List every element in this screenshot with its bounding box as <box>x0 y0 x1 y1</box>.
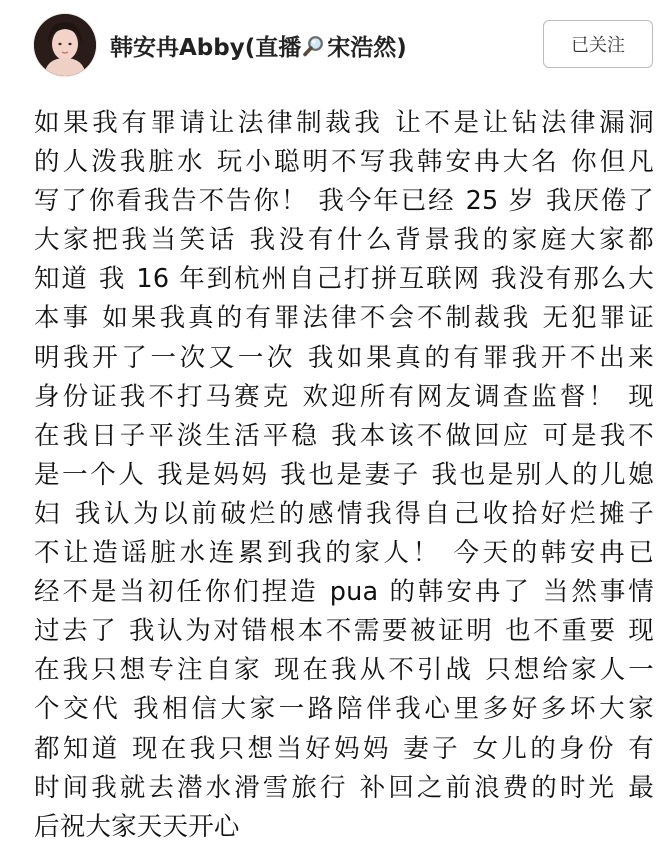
post-line: 明我开了一次又一次 我如果真的有罪我开不出来 <box>34 342 654 373</box>
post-header <box>0 0 671 95</box>
post-line: 是一个人 我是妈妈 我也是妻子 我也是别人的儿媳 <box>34 459 654 490</box>
post-line: 都知道 现在我只想当好妈妈 妻子 女儿的身份 有 <box>34 733 654 764</box>
post-line: 个交代 我相信大家一路陪伴我心里多好多坏大家 <box>34 694 654 725</box>
post-line: 身份证我不打马赛克 欢迎所有网友调查监督！ 现 <box>34 381 654 412</box>
post-line: 大家把我当笑话 我没有什么背景我的家庭大家都 <box>34 225 654 256</box>
username[interactable] <box>110 29 407 62</box>
post-line: 写了你看我告不告你！ 我今年已经 25 岁 我厌倦了 <box>34 186 654 217</box>
avatar-image <box>34 14 96 76</box>
post-line: 在我只想专注自家 现在我从不引战 只想给家人一 <box>34 655 654 686</box>
post-line: 后祝大家天天开心 <box>34 811 240 842</box>
post-line: 的人泼我脏水 玩小聪明不写我韩安冉大名 你但凡 <box>34 147 654 178</box>
avatar[interactable] <box>34 14 96 76</box>
post-line: 时间我就去潜水滑雪旅行 补回之前浪费的时光 最 <box>34 772 654 803</box>
post-line: 经不是当初任你们捏造 pua 的韩安冉了 当然事情 <box>34 577 654 608</box>
post-line: 如果我有罪请让法律制裁我 让不是让钻法律漏洞 <box>34 108 654 138</box>
post-line: 不让造谣脏水连累到我的家人！ 今天的韩安冉已 <box>34 538 654 569</box>
post-line: 本事 如果我真的有罪法律不会不制裁我 无犯罪证 <box>34 303 654 334</box>
post-line: 知道 我 16 年到杭州自己打拼互联网 我没有那么大 <box>34 264 654 295</box>
magnifier-icon <box>302 34 326 58</box>
post-line: 过去了 我认为对错根本不需要被证明 也不重要 现 <box>34 616 654 647</box>
post-text <box>34 104 654 847</box>
follow-button[interactable]: 已关注 <box>543 20 653 68</box>
post-line: 妇 我认为以前破烂的感情我得自己收拾好烂摊子 <box>34 498 654 529</box>
username-suffix: 宋浩然) <box>327 35 407 61</box>
username-prefix: 韩安冉Abby(直播 <box>110 35 302 61</box>
post-line: 在我日子平淡生活平稳 我本该不做回应 可是我不 <box>34 420 654 451</box>
